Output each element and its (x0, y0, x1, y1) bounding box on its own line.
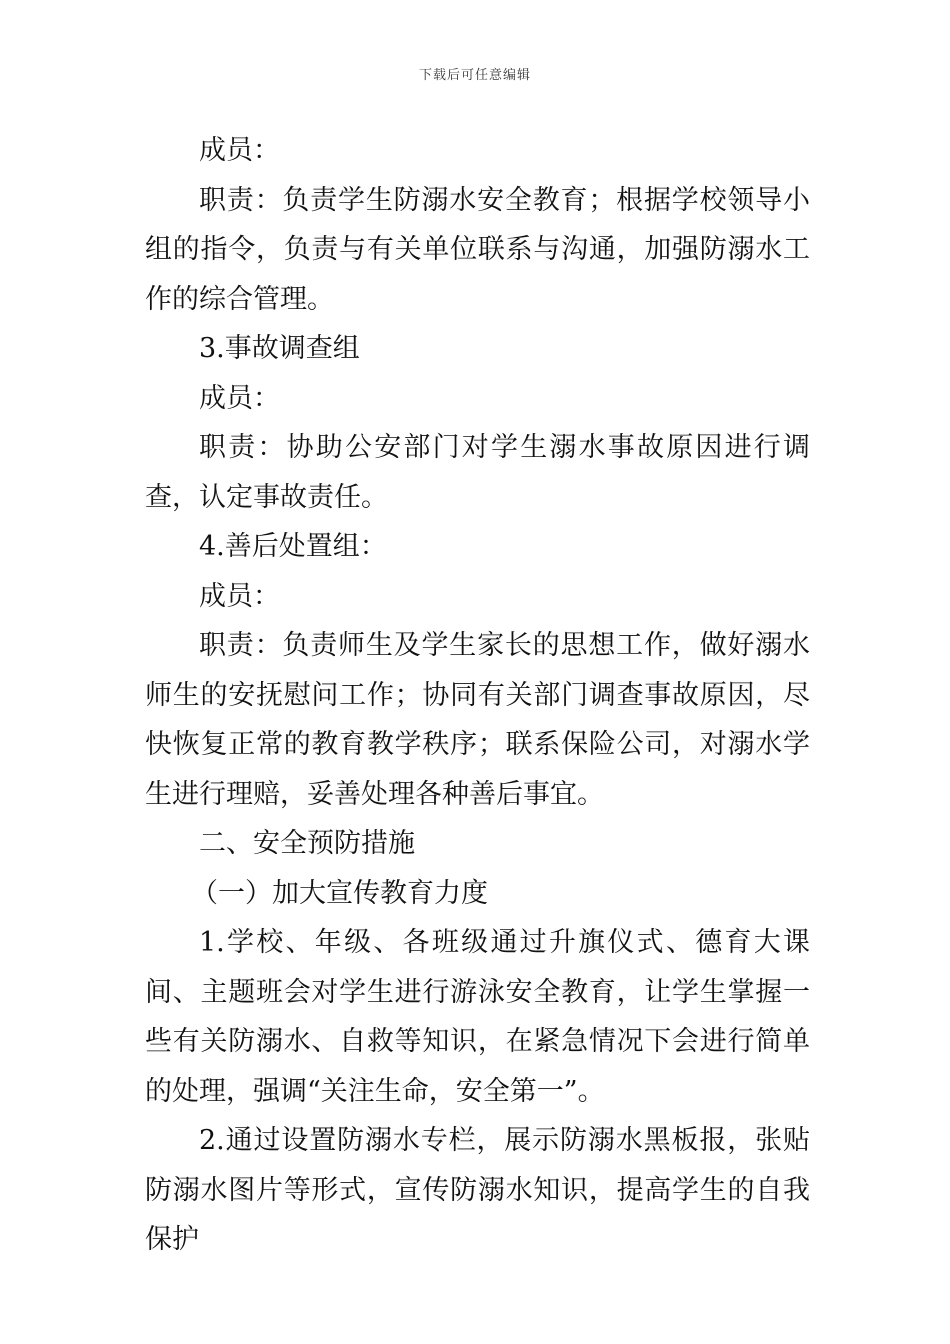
paragraph-duty-3: 职责：负责师生及学生家长的思想工作，做好溺水师生的安抚慰问工作；协同有关部门调查事故原因，尽快恢复正常的教育教学秩序；联系保险公司，对溺水学生进行理赔，妥善处理各种善后事宜。 (145, 630, 810, 810)
paragraph-members-1: 成员： (199, 135, 280, 166)
document-body (145, 126, 810, 1265)
paragraph-duty-1: 职责：负责学生防溺水安全教育；根据学校领导小组的指令，负责与有关单位联系与沟通，加强防溺水工作的综合管理。 (145, 184, 810, 315)
section-heading-accident-investigation: 3.事故调查组 (199, 333, 360, 364)
paragraph-duty-2: 职责：协助公安部门对学生溺水事故原因进行调查，认定事故责任。 (145, 432, 810, 513)
paragraph-item-2: 2.通过设置防溺水专栏，展示防溺水黑板报，张贴防溺水图片等形式，宣传防溺水知识，提高学生的自我保护 (145, 1125, 810, 1255)
paragraph-members-3: 成员： (199, 580, 280, 612)
paragraph-members-2: 成员： (199, 382, 280, 414)
paragraph-item-1: 1.学校、年级、各班级通过升旗仪式、德育大课间、主题班会对学生进行游泳安全教育，让学生掌握一些有关防溺水、自救等知识，在紧急情况下会进行简单的处理，强调“关注生命，安全第一”。 (145, 927, 810, 1107)
section-heading-prevention: 二、安全预防措施 (199, 828, 415, 859)
page-header: 下载后可任意编辑 (418, 68, 531, 83)
subsection-heading-publicity: （一）加大宣传教育力度 (191, 877, 488, 909)
section-heading-aftermath: 4.善后处置组： (199, 531, 387, 562)
